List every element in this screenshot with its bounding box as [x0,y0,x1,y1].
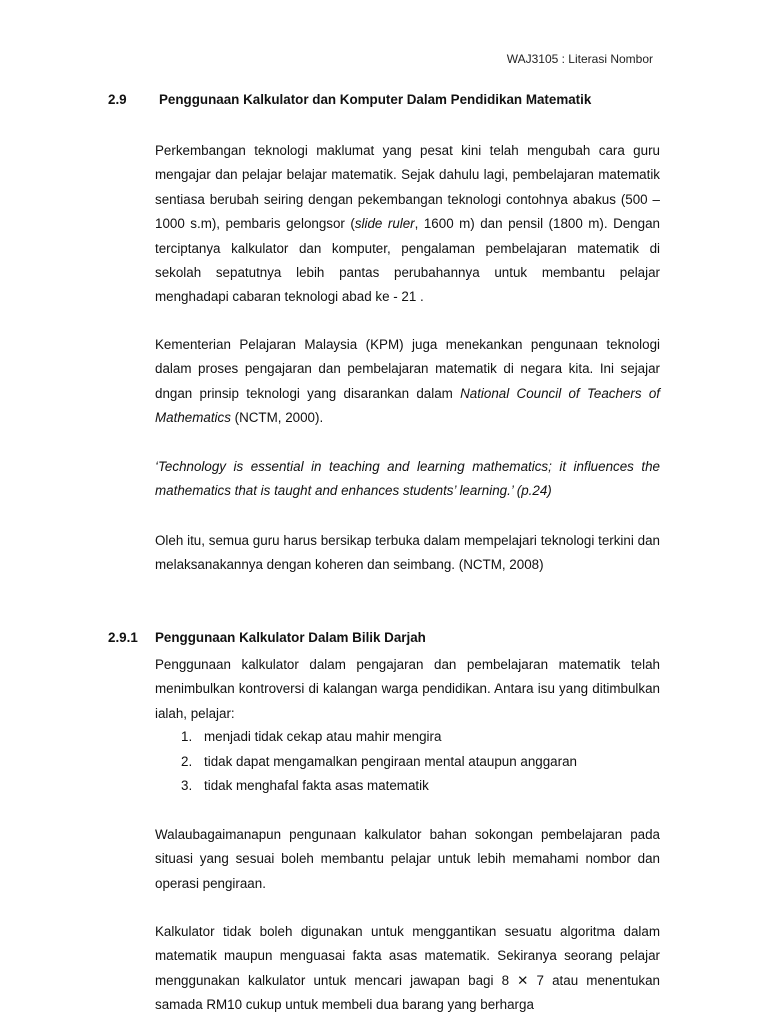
section-title: Penggunaan Kalkulator Dalam Bilik Darjah [155,630,426,645]
paragraph-text: (NCTM, 2000). [230,410,324,426]
issues-list [181,725,577,799]
list-item [181,750,577,775]
paragraph-kpm [155,333,660,431]
list-text: tidak menghafal fakta asas matematik [204,778,429,794]
paragraph-text: , 1600 m) dan pensil (1800 m). Dengan terciptanya kalkulator dan komputer, pengalaman pembelajaran matematik di sekolah sepatutnya lebih pantas perubahannya untuk membantu pelajar menghadapi cabaran teknologi abad ke - 21 . [155,216,660,305]
section-number: 2.9 [108,92,127,107]
paragraph-calculator-algorithm: Kalkulator tidak boleh digunakan untuk menggantikan sesuatu algoritma dalam matematik maupun menguasai fakta asas matematik. Sekiranya seorang pelajar menggunakan kalkulator untuk mencari jawapan bagi 8 ✕ 7 atau menentukan samada RM10 cukup untuk membeli dua barang yang berharga [155,924,660,1013]
section-heading-2-9 [108,92,591,107]
list-item [181,774,577,799]
paragraph-italic-term: slide ruler [354,216,415,232]
paragraph-teachers: Oleh itu, semua guru harus bersikap terbuka dalam mempelajari teknologi terkini dan melaksanakannya dengan koheren dan seimbang. (NCTM, 2008) [155,533,660,573]
list-text: menjadi tidak cekap atau mahir mengira [204,729,442,744]
quote-nctm: ‘Technology is essential in teaching and learning mathematics; it influences the mathematics that is taught and enhances students’ learning.’ (p.24) [155,459,660,499]
page-header-course: WAJ3105 : Literasi Nombor [506,52,653,66]
paragraph-italic-term: National Council of Teachers of Mathematics [155,385,660,426]
list-text: tidak dapat mengamalkan pengiraan mental ataupun anggaran [204,753,577,769]
list-number: 1. [181,729,193,744]
list-number: 3. [181,778,193,794]
paragraph-text: Perkembangan teknologi maklumat yang pesat kini telah mengubah cara guru mengajar dan pelajar belajar matematik. Sejak dahulu lagi, pembelajaran matematik sentiasa berubah seiring dengan pekembangan teknologi contohnya abakus (500 – 1000 s.m), pembaris gelongsor ( [155,143,660,232]
paragraph-text: Kementerian Pelajaran Malaysia (KPM) juga menekankan pengunaan teknologi dalam proses pengajaran dan pembelajaran matematik di negara kita. Ini sejajar dngan prinsip teknologi yang disarankan dalam [155,337,660,401]
paragraph-calculator-controversy: Penggunaan kalkulator dalam pengajaran dan pembelajaran matematik telah menimbulkan kontroversi di kalangan warga pendidikan. Antara isu yang ditimbulkan ialah, pelajar: [155,657,660,721]
paragraph-calculator-support: Walaubagaimanapun pengunaan kalkulator bahan sokongan pembelajaran pada situasi yang sesuai boleh membantu pelajar untuk lebih memahami nombor dan operasi pengiraan. [155,827,660,891]
section-heading-2-9-1 [108,630,426,645]
paragraph-technology-development [155,139,660,310]
list-item [181,725,577,750]
section-number: 2.9.1 [108,630,138,645]
section-title: Penggunaan Kalkulator dan Komputer Dalam Pendidikan Matematik [159,92,592,107]
list-number: 2. [181,753,193,769]
